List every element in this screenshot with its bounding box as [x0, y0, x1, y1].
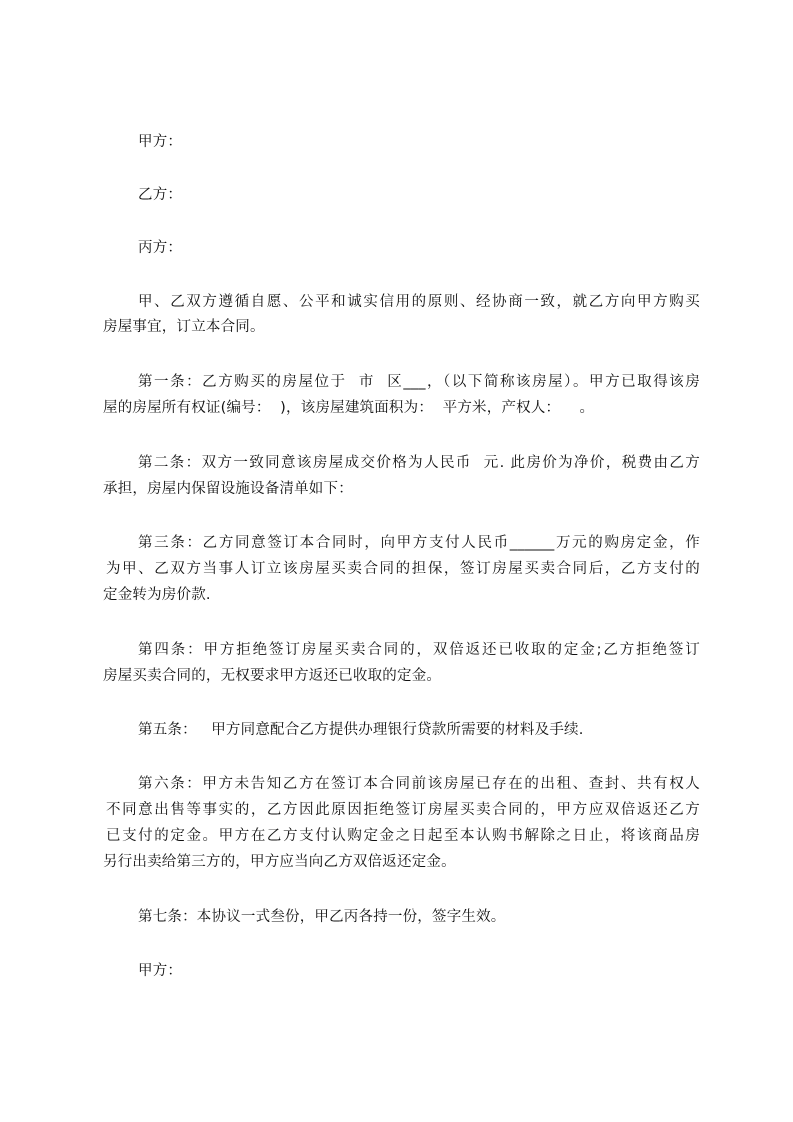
party-c-label: 丙方： — [138, 240, 183, 256]
article-2-line-1: 第二条：双方一致同意该房屋成交价格为人民币 元. 此房价为净价，税费由乙方 — [138, 455, 700, 471]
article-6-line-3: 已支付的定金。甲方在乙方支付认购定金之日起至本认购书解除之日止，将该商品房 — [106, 828, 700, 844]
article-6-line-1: 第六条：甲方未告知乙方在签订本合同前该房屋已存在的出租、查封、共有权人 — [138, 776, 700, 792]
party-a-label: 甲方： — [138, 134, 183, 150]
article-6-line-4: 另行出卖给第三方的，甲方应当向乙方双倍返还定金。 — [103, 854, 456, 870]
article-4-line-2: 房屋买卖合同的，无权要求甲方返还已收取的定金。 — [103, 668, 442, 684]
article-6-line-2: 不同意出售等事实的，乙方因此原因拒绝签订房屋买卖合同的，甲方应双倍返还乙方 — [106, 802, 700, 818]
article-3-line-3: 定金转为房价款. — [103, 587, 211, 603]
article-7-line-1: 第七条：本协议一式叁份，甲乙丙各持一份，签字生效。 — [138, 909, 506, 925]
article-3-line-2: 为甲、乙双方当事人订立该房屋买卖合同的担保，签订房屋买卖合同后，乙方支付的 — [106, 561, 700, 577]
intro-line-1: 甲、乙双方遵循自愿、公平和诚实信用的原则、经协商一致，就乙方向甲方购买 — [138, 294, 700, 310]
party-b-label: 乙方： — [138, 187, 183, 203]
article-3-line-1: 第三条：乙方同意签订本合同时，向甲方支付人民币______万元的购房定金，作 — [138, 535, 700, 551]
article-5-line-1: 第五条： 甲方同意配合乙方提供办理银行贷款所需要的材料及手续. — [138, 722, 584, 738]
article-2-line-2: 承担，房屋内保留设施设备清单如下： — [103, 481, 353, 497]
article-1-line-2: 屋的房屋所有权证(编号： )，该房屋建筑面积为： 平方米，产权人： 。 — [103, 400, 595, 416]
intro-line-2: 房屋事宜，订立本合同。 — [103, 319, 265, 335]
signature-party-a-label: 甲方： — [138, 963, 183, 979]
article-4-line-1: 第四条：甲方拒绝签订房屋买卖合同的，双倍返还已收取的定金;乙方拒绝签订 — [138, 642, 700, 658]
article-1-line-1: 第一条：乙方购买的房屋位于 市 区___，（以下简称该房屋）。甲方已取得该房 — [138, 374, 700, 390]
